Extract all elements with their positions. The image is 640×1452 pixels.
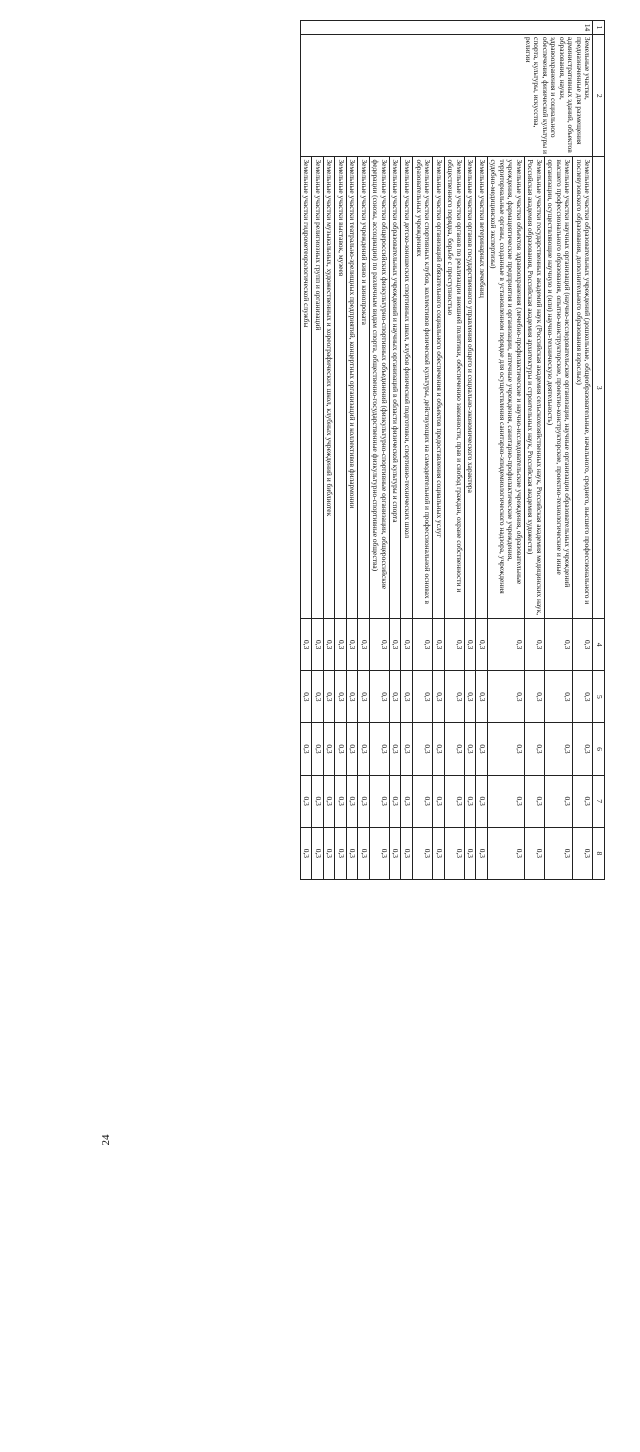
page-number: 24 [100, 1134, 112, 1146]
land-category-description: Земельные участки общероссийских физкультурно-спортивных объединений (физкультурно-спортивные организации, общероссийские федерации (союзы, ассоциации) по различным видам спорта, общественно-государственные физкультурно-спортивные общества) [369, 157, 389, 619]
rate-value: 0,3 [413, 671, 433, 723]
header-cell: 3 [593, 157, 605, 619]
rate-value: 0,3 [413, 723, 433, 775]
rate-value: 0,3 [369, 827, 389, 879]
rate-value: 0,3 [464, 619, 476, 671]
rate-value: 0,3 [401, 671, 413, 723]
rate-value: 0,3 [312, 619, 324, 671]
rate-value: 0,3 [433, 671, 445, 723]
rate-value: 0,3 [524, 619, 544, 671]
rate-value: 0,3 [369, 671, 389, 723]
rate-value: 0,3 [389, 619, 401, 671]
land-category-description: Земельные участки образовательных учреждений и научных организаций в области физической культуры и спорта [389, 157, 401, 619]
rate-value: 0,3 [369, 775, 389, 827]
rate-value: 0,3 [573, 827, 593, 879]
rate-value: 0,3 [358, 619, 370, 671]
rate-value: 0,3 [464, 775, 476, 827]
rate-value: 0,3 [346, 775, 358, 827]
rate-value: 0,3 [346, 723, 358, 775]
rate-value: 0,3 [524, 723, 544, 775]
rate-value: 0,3 [323, 619, 335, 671]
rate-value: 0,3 [524, 827, 544, 879]
rate-value: 0,3 [433, 827, 445, 879]
rate-value: 0,3 [524, 671, 544, 723]
rate-value: 0,3 [346, 671, 358, 723]
rate-value: 0,3 [573, 671, 593, 723]
land-category-description: Земельные участки объектов здравоохранения (лечебно-профилактические и научно-исследовательские учреждения, образовательные учреждения, фармацевтические предприятия и организации, аптечные учреждения, санитарно-профилактические учреждения, территориальные органы, созданные в установленном порядке для осуществления санитарно-эпидемиологического надзора, учреждения судебно-медицинской экспертизы) [487, 157, 524, 619]
rate-value: 0,3 [335, 671, 347, 723]
rate-value: 0,3 [335, 723, 347, 775]
land-category-description: Земельные участки органов государственного управления общего и социально-экономического характера [464, 157, 476, 619]
rate-value: 0,3 [573, 723, 593, 775]
rate-value: 0,3 [389, 671, 401, 723]
rate-value: 0,3 [464, 723, 476, 775]
rate-value: 0,3 [433, 775, 445, 827]
rate-value: 0,3 [524, 775, 544, 827]
rate-value: 0,3 [487, 671, 524, 723]
rate-value: 0,3 [300, 671, 312, 723]
rate-value: 0,3 [335, 775, 347, 827]
rate-value: 0,3 [358, 775, 370, 827]
table-row [573, 21, 593, 880]
header-cell: 6 [593, 723, 605, 775]
rate-value: 0,3 [476, 723, 488, 775]
rate-value: 0,3 [312, 827, 324, 879]
land-category-description: Земельные участки учреждений кино и кинопроката [358, 157, 370, 619]
rate-value: 0,3 [573, 619, 593, 671]
rate-value: 0,3 [544, 619, 573, 671]
rate-value: 0,3 [544, 827, 573, 879]
table-body [300, 21, 592, 880]
rate-value: 0,3 [358, 723, 370, 775]
rate-value: 0,3 [358, 827, 370, 879]
land-category-description: Земельные участки религиозных групп и организаций [312, 157, 324, 619]
rate-value: 0,3 [312, 671, 324, 723]
rate-value: 0,3 [487, 775, 524, 827]
rate-value: 0,3 [487, 619, 524, 671]
rate-value: 0,3 [389, 827, 401, 879]
land-category-description: Земельные участки гидрометеорологической службы [300, 157, 312, 619]
rate-value: 0,3 [335, 619, 347, 671]
rate-value: 0,3 [401, 723, 413, 775]
rate-value: 0,3 [312, 723, 324, 775]
land-category-description: Земельные участки организаций обязательного социального обеспечения и объектов предоставления социальных услуг [433, 157, 445, 619]
rate-value: 0,3 [323, 671, 335, 723]
rate-value: 0,3 [401, 775, 413, 827]
land-category-description: Земельные участки научных организаций (научно-исследовательские организации, научные организации образовательных учреждений высшего профессионального образования, опытно-конструкторские, проектно-конструкторские, проектно-технологические и иные организации, осуществляющие научную и (или) научно-техническую деятельность) [544, 157, 573, 619]
rate-value: 0,3 [487, 827, 524, 879]
rate-value: 0,3 [487, 723, 524, 775]
rate-value: 0,3 [312, 775, 324, 827]
rate-value: 0,3 [433, 723, 445, 775]
land-category-description: Земельные участки детско-юношеских спортивных школ, клубов физической подготовки, спортивно-технических школ [401, 157, 413, 619]
land-category-description: Земельные участки органов по реализации внешней политики, обеспечению законности, прав и свобод граждан, охране собственности и общественного порядка, борьбе с преступностью [444, 157, 464, 619]
rate-value: 0,3 [476, 827, 488, 879]
header-cell: 1 [593, 21, 605, 35]
rate-value: 0,3 [346, 619, 358, 671]
rate-value: 0,3 [300, 775, 312, 827]
rate-value: 0,3 [444, 671, 464, 723]
land-category-description: Земельные участки государственных академий наук (Российская академия сельскохозяйственных наук, Российская академия медицинских наук, Российская академия образования, Российская академия архитектуры и строительных наук, Российская академия художеств) [524, 157, 544, 619]
rate-value: 0,3 [300, 723, 312, 775]
rate-value: 0,3 [358, 671, 370, 723]
land-category-description: Земельные участки музыкальных, художественных и хореографических школ, клубных учреждений и библиотек [323, 157, 335, 619]
rate-value: 0,3 [544, 775, 573, 827]
rate-value: 0,3 [464, 671, 476, 723]
land-category-description: Земельные участки театрально-зрелищных предприятий, концертных организаций и коллективов филармонии [346, 157, 358, 619]
rate-value: 0,3 [401, 619, 413, 671]
rate-value: 0,3 [444, 827, 464, 879]
rate-value: 0,3 [464, 827, 476, 879]
header-cell: 5 [593, 671, 605, 723]
header-cell: 2 [593, 35, 605, 157]
group-number: 14 [300, 21, 592, 35]
header-cell: 7 [593, 775, 605, 827]
land-category-description: Земельные участки спортивных клубов, коллективов физической культуры, действующих на самодеятельной и профессиональной основах в образовательных учреждениях [413, 157, 433, 619]
rate-value: 0,3 [476, 775, 488, 827]
rate-value: 0,3 [573, 775, 593, 827]
header-row [593, 21, 605, 880]
rate-value: 0,3 [433, 619, 445, 671]
rate-value: 0,3 [335, 827, 347, 879]
rate-value: 0,3 [476, 671, 488, 723]
rate-value: 0,3 [413, 827, 433, 879]
rate-value: 0,3 [389, 775, 401, 827]
rate-value: 0,3 [323, 775, 335, 827]
rate-value: 0,3 [444, 723, 464, 775]
header-cell: 8 [593, 827, 605, 879]
rate-value: 0,3 [401, 827, 413, 879]
rate-value: 0,3 [476, 619, 488, 671]
rate-value: 0,3 [413, 775, 433, 827]
land-category-description: Земельные участки ветеринарных лечебниц [476, 157, 488, 619]
rates-table [300, 20, 605, 880]
rate-value: 0,3 [413, 619, 433, 671]
rate-value: 0,3 [369, 723, 389, 775]
rate-value: 0,3 [323, 723, 335, 775]
rate-value: 0,3 [544, 671, 573, 723]
rate-value: 0,3 [323, 827, 335, 879]
rate-value: 0,3 [444, 775, 464, 827]
rate-value: 0,3 [444, 619, 464, 671]
rotated-table-container [75, 20, 605, 880]
land-category-description: Земельные участки выставок, музеев [335, 157, 347, 619]
group-name: Земельные участки, предназначенные для размещения административных зданий, объектов образования, науки, здравоохранения и социального обеспечения, физической культуры и спорта, культуры, искусства, религии [300, 35, 592, 157]
rate-value: 0,3 [346, 827, 358, 879]
rate-value: 0,3 [369, 619, 389, 671]
rate-value: 0,3 [389, 723, 401, 775]
land-category-description: Земельные участки образовательных учреждений (дошкольные, общеобразовательные, начального, среднего, высшего профессионального и послевузовского образования, дополнительного образования взрослых) [573, 157, 593, 619]
rate-value: 0,3 [300, 827, 312, 879]
header-cell: 4 [593, 619, 605, 671]
rate-value: 0,3 [544, 723, 573, 775]
rate-value: 0,3 [300, 619, 312, 671]
